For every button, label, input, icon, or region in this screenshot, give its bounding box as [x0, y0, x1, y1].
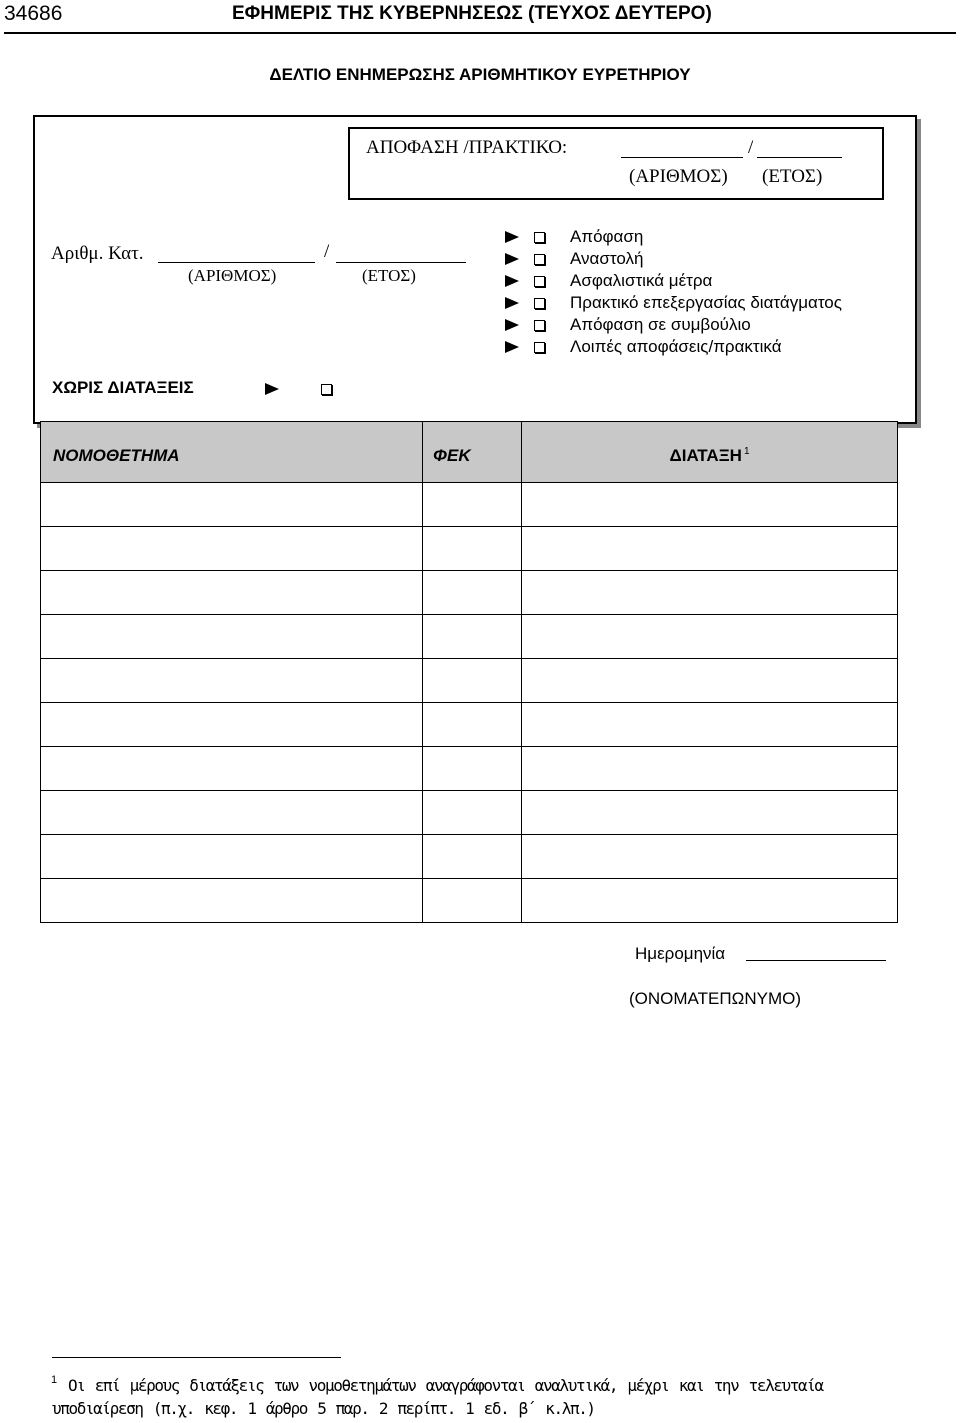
option-checkbox-interim-measures[interactable] [534, 276, 545, 287]
date-label: Ημερομηνία [635, 944, 726, 963]
cell-provision[interactable] [522, 659, 898, 703]
option-checkbox-decision[interactable] [534, 232, 545, 243]
category-number-field[interactable] [158, 262, 315, 263]
table-row [41, 879, 898, 923]
cell-fek[interactable] [423, 747, 522, 791]
provisions-table [40, 421, 897, 922]
decision-number-caption: (ΑΡΙΘΜΟΣ) [629, 166, 728, 187]
option-label-decision: Απόφαση [570, 227, 644, 246]
cell-provision[interactable] [522, 703, 898, 747]
cell-fek[interactable] [423, 615, 522, 659]
pointer-arrow-icon [505, 319, 519, 331]
footnote-divider [52, 1357, 341, 1358]
table-row [41, 835, 898, 879]
table-row [41, 527, 898, 571]
cell-law[interactable] [41, 571, 423, 615]
pointer-arrow-icon [505, 231, 519, 243]
cell-law[interactable] [41, 835, 423, 879]
option-label-suspension: Αναστολή [570, 249, 644, 268]
option-label-decree-minutes: Πρακτικό επεξεργασίας διατάγματος [570, 293, 842, 312]
option-label-interim-measures: Ασφαλιστικά μέτρα [570, 271, 713, 290]
no-provisions-checkbox[interactable] [321, 384, 332, 395]
table-row [41, 659, 898, 703]
date-field[interactable] [746, 960, 886, 961]
cell-fek[interactable] [423, 835, 522, 879]
header-divider [4, 32, 956, 34]
table-row [41, 703, 898, 747]
cell-provision[interactable] [522, 483, 898, 527]
category-year-field[interactable] [336, 262, 466, 263]
option-checkbox-decree-minutes[interactable] [534, 298, 545, 309]
cell-fek[interactable] [423, 703, 522, 747]
page-number: 34686 [4, 2, 63, 25]
table-row [41, 483, 898, 527]
option-checkbox-suspension[interactable] [534, 254, 545, 265]
cell-fek[interactable] [423, 791, 522, 835]
decision-label: ΑΠΟΦΑΣΗ /ΠΡΑΚΤΙΚΟ: [366, 137, 568, 158]
cell-provision[interactable] [522, 879, 898, 923]
pointer-arrow-icon [505, 297, 519, 309]
cell-law[interactable] [41, 791, 423, 835]
cell-provision[interactable] [522, 527, 898, 571]
pointer-arrow-icon [505, 253, 519, 265]
no-provisions-label: ΧΩΡΙΣ ΔΙΑΤΑΞΕΙΣ [52, 378, 194, 397]
header-provision [522, 422, 898, 483]
category-slash: / [324, 241, 330, 262]
table-row [41, 571, 898, 615]
decision-slash: / [748, 137, 754, 158]
document-title: ΔΕΛΤΙΟ ΕΝΗΜΕΡΩΣΗΣ ΑΡΙΘΜΗΤΙΚΟΥ ΕΥΡΕΤΗΡΙΟΥ [269, 65, 691, 84]
cell-fek[interactable] [423, 527, 522, 571]
pointer-arrow-icon [505, 275, 519, 287]
footnote-ref: 1 [743, 446, 750, 457]
footnote-marker: 1 [51, 1374, 58, 1386]
pointer-arrow-icon [505, 341, 519, 353]
cell-law[interactable] [41, 483, 423, 527]
pointer-arrow-icon [265, 383, 279, 395]
cell-fek[interactable] [423, 483, 522, 527]
table-header-row [41, 422, 898, 483]
header-fek: ΦΕΚ [423, 422, 522, 483]
cell-provision[interactable] [522, 835, 898, 879]
decision-number-field[interactable] [621, 157, 743, 158]
cell-provision[interactable] [522, 747, 898, 791]
cell-provision[interactable] [522, 571, 898, 615]
option-checkbox-council-decision[interactable] [534, 320, 545, 331]
decision-year-caption: (ΕΤΟΣ) [762, 166, 823, 187]
category-label: Αριθμ. Κατ. [51, 243, 144, 264]
cell-law[interactable] [41, 659, 423, 703]
cell-fek[interactable] [423, 659, 522, 703]
cell-law[interactable] [41, 615, 423, 659]
cell-fek[interactable] [423, 879, 522, 923]
decision-year-field[interactable] [757, 157, 842, 158]
table-row [41, 615, 898, 659]
footnote-text: Οι επί μέρους διατάξεις των νομοθετημάτων αναγράφονται αναλυτικά, μέχρι και την τελευταία υποδιαίρεση (π.χ. κεφ. 1 άρθρο 5 παρ. 2 περίπτ. 1 εδ. β΄ κ.λπ.) [52, 1376, 823, 1418]
header-law: ΝΟΜΟΘΕΤΗΜΑ [41, 422, 423, 483]
gazette-title: ΕΦΗΜΕΡΙΣ ΤΗΣ ΚΥΒΕΡΝΗΣΕΩΣ (ΤΕΥΧΟΣ ΔΕΥΤΕΡΟ) [232, 3, 712, 24]
option-label-other: Λοιπές αποφάσεις/πρακτικά [570, 337, 782, 356]
cell-law[interactable] [41, 703, 423, 747]
cell-provision[interactable] [522, 791, 898, 835]
cell-law[interactable] [41, 879, 423, 923]
cell-provision[interactable] [522, 615, 898, 659]
full-name-label: (ΟΝΟΜΑΤΕΠΩΝΥΜΟ) [629, 989, 801, 1008]
table-row [41, 791, 898, 835]
category-number-caption: (ΑΡΙΘΜΟΣ) [188, 266, 277, 285]
cell-law[interactable] [41, 747, 423, 791]
table-row [41, 747, 898, 791]
cell-law[interactable] [41, 527, 423, 571]
option-checkbox-other[interactable] [534, 342, 545, 353]
cell-fek[interactable] [423, 571, 522, 615]
header-provision-label: ΔΙΑΤΑΞΗ [669, 446, 742, 465]
category-year-caption: (ΕΤΟΣ) [362, 266, 416, 285]
option-label-council-decision: Απόφαση σε συμβούλιο [570, 315, 751, 334]
